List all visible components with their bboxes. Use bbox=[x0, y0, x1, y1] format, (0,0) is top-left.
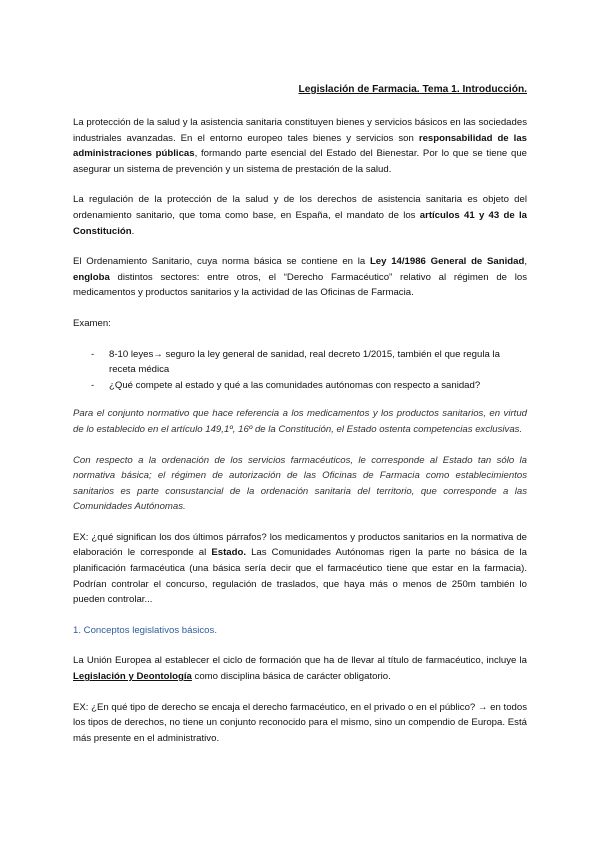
text-run: La regulación de la protección de la salud y de los derechos de asistencia sanitaria es objeto del ordenamiento sanitario, que toma como base, en España, el mandato de los bbox=[73, 194, 527, 221]
paragraph-union-europea bbox=[73, 653, 527, 684]
text-run: La protección de la salud y la asistencia sanitaria constituyen bienes y servicios básicos en las sociedades industriales avanzadas. En el entorno europeo tales bienes y servicios son bbox=[73, 117, 527, 144]
text-run: EX: ¿qué significan los dos últimos párrafos? los medicamentos y productos sanitarios en la normativa de elaboración le corresponde al bbox=[73, 531, 527, 559]
text-run: como disciplina básica de carácter obligatorio. bbox=[191, 671, 391, 683]
underlined-text: Legislación y Deontología bbox=[73, 671, 192, 683]
bold-text: artículos 41 y 43 de la Constitución bbox=[73, 209, 527, 237]
text-run: Las Comunidades Autónomas rigen la parte no básica de la planificación farmacéutica (una básica sería decir que el farmacéutico tiene que estar en la farmacia). Podrían controlar el concurso, regulación de traslados, que haya más o menos de 250m también lo pueden controlar... bbox=[73, 547, 527, 606]
text-run: . bbox=[131, 225, 135, 237]
dash-bullet: - bbox=[91, 348, 95, 360]
dash-bullet: - bbox=[91, 379, 95, 391]
text-run: distintos sectores: entre otros, el “Derecho Farmacéutico” relativo al régimen de los medicamentos y productos sanitarios y la actividad de las Oficinas de Farmacia. bbox=[73, 271, 527, 299]
paragraph-ex-parrafos bbox=[73, 530, 527, 608]
list-item bbox=[73, 347, 527, 378]
bold-text: Ley 14/1986 General de Sanidad bbox=[369, 256, 525, 268]
bold-text: responsabilidad de las administraciones públicas bbox=[73, 132, 527, 160]
text-run: El Ordenamiento Sanitario, cuya norma básica se contiene en la bbox=[73, 256, 370, 268]
list-item bbox=[73, 378, 527, 394]
text-run: La Unión Europea al establecer el ciclo de formación que ha de llevar al título de farmacéutico, incluye la bbox=[73, 655, 527, 667]
exam-list bbox=[73, 347, 527, 394]
document-title: Legislación de Farmacia. Tema 1. Introducción. bbox=[298, 84, 527, 95]
paragraph-ordenamiento bbox=[73, 254, 527, 301]
paragraph-ex-derecho: EX: ¿En qué tipo de derecho se encaja el derecho farmacéutico, en el privado o en el público? → en todos los tipos de derechos, no tiene un conjunto reconocido para el mismo, sino un compendio de Europa. Está más presente en el administrativo. bbox=[73, 701, 527, 744]
paragraph-competencias: Para el conjunto normativo que hace referencia a los medicamentos y los productos sanitarios, en virtud de lo establecido en el artículo 149,1º, 16º de la Constitución, el Estado ostenta competencias exclusivas. bbox=[73, 408, 527, 435]
paragraph-salud bbox=[73, 115, 527, 177]
bold-text: Estado. bbox=[211, 547, 246, 559]
document-page bbox=[73, 84, 527, 746]
text-run: , bbox=[524, 256, 527, 268]
section-heading: 1. Conceptos legislativos básicos. bbox=[73, 624, 217, 636]
bold-text: engloba bbox=[73, 271, 110, 283]
list-item-text: 8-10 leyes→ seguro la ley general de sanidad, real decreto 1/2015, también el que regula la receta médica bbox=[109, 348, 500, 376]
text-run: , formando parte esencial del Estado del Bienestar. Por lo que se tiene que asegurar un sistema de prevención y un sistema de prestación de la salud. bbox=[73, 148, 527, 175]
paragraph-servicios: Con respecto a la ordenación de los servicios farmacéuticos, le corresponde al Estado tan sólo la normativa básica; el régimen de autorización de las Oficinas de Farmacia como establecimientos sanitarios es parte consustancial de la ordenación sanitaria del territorio, que corresponde a las Comunidades Autónomas. bbox=[73, 454, 527, 513]
list-item-text: ¿Qué compete al estado y qué a las comunidades autónomas con respecto a sanidad? bbox=[109, 379, 481, 391]
exam-label: Examen: bbox=[73, 317, 111, 329]
paragraph-regulacion bbox=[73, 192, 527, 239]
